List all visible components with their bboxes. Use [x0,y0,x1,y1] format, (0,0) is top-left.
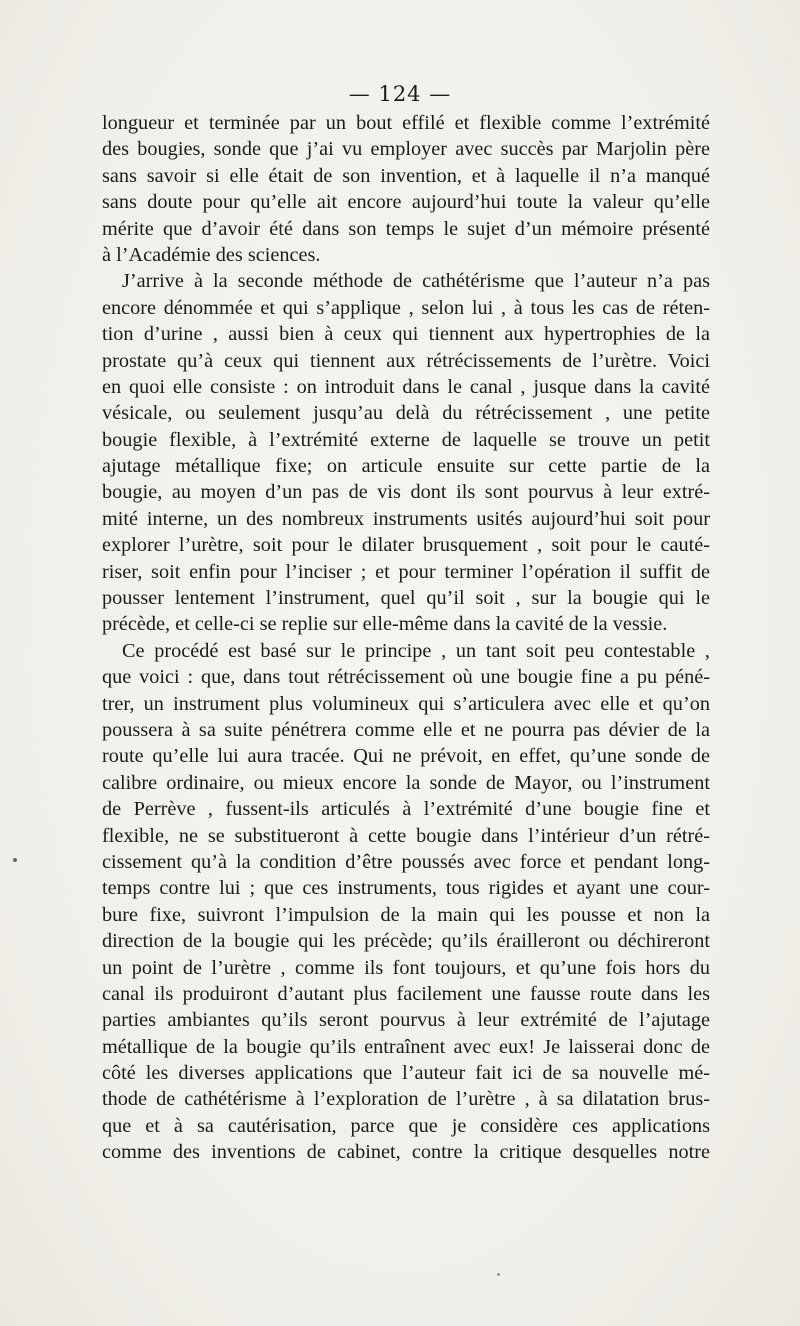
text-line: mité interne, un des nombreux instruments usités aujourd’hui soit pour [102,507,710,530]
body-text [102,110,710,1166]
text-line: prostate qu’à ceux qui tiennent aux rétrécissements de l’urètre. Voici [102,349,710,372]
text-line: mérite que d’avoir été dans son temps le sujet d’un mémoire présenté [102,217,710,240]
text-line: précède, et celle-ci se replie sur elle-même dans la cavité de la vessie. [102,613,668,636]
text-line: cissement qu’à la condition d’être poussés avec force et pendant long- [102,850,710,873]
text-line: que voici : que, dans tout rétrécissement où une bougie fine a pu péné- [102,666,710,689]
text-line: sans savoir si elle était de son invention, et à laquelle il n’a manqué [102,164,710,187]
text-line: temps contre lui ; que ces instruments, tous rigides et ayant une cour- [102,877,710,900]
text-line: métallique de la bougie qu’ils entraînent avec eux! Je laisserai donc de [102,1035,710,1058]
text-line: J’arrive à la seconde méthode de cathétérisme que l’auteur n’a pas [122,270,710,293]
paragraph [102,110,710,268]
text-line: tion d’urine , aussi bien à ceux qui tiennent aux hypertrophies de la [102,323,710,346]
text-line: longueur et terminée par un bout effilé et flexible comme l’extrémité [102,112,710,134]
text-line: encore dénommée et qui s’applique , selon lui , à tous les cas de réten- [102,296,710,319]
text-line: vésicale, ou seulement jusqu’au delà du rétrécissement , une petite [102,402,710,425]
text-line: poussera à sa suite pénétrera comme elle et ne pourra pas dévier de la [102,718,710,741]
text-line: trer, un instrument plus volumineux qui s’articulera avec elle et qu’on [102,692,710,715]
paper-speck [13,858,17,862]
text-line: calibre ordinaire, ou mieux encore la sonde de Mayor, ou l’instrument [102,771,710,794]
text-line: route qu’elle lui aura tracée. Qui ne prévoit, en effet, qu’une sonde de [102,745,710,768]
page-number: — 124 — [348,82,452,106]
text-line: flexible, ne se substitueront à cette bougie dans l’intérieur d’un rétré- [102,824,710,847]
text-line: canal ils produiront d’autant plus facilement une fausse route dans les [102,982,710,1005]
text-line: à l’Académie des sciences. [102,243,321,266]
text-line: bure fixe, suivront l’impulsion de la main qui les pousse et non la [102,903,710,926]
text-line: riser, soit enfin pour l’inciser ; et pour terminer l’opération il suffit de [102,560,710,583]
text-line: pousser lentement l’instrument, quel qu’il soit , sur la bougie qui le [102,587,710,610]
text-line: côté les diverses applications que l’auteur fait ici de sa nouvelle mé- [102,1062,710,1085]
paragraph [102,638,710,1166]
text-line: bougie, au moyen d’un pas de vis dont ils sont pourvus à leur extré- [102,481,710,504]
text-line: direction de la bougie qui les précède; qu’ils érailleront ou déchireront [102,930,710,953]
text-line: des bougies, sonde que j’ai vu employer avec succès par Marjolin père [102,138,710,161]
paragraph [102,268,710,637]
text-line: parties ambiantes qu’ils seront pourvus à leur extrémité de l’ajutage [102,1009,710,1032]
paper-speck [497,1273,500,1276]
text-line: bougie flexible, à l’extrémité externe de laquelle se trouve un petit [102,428,710,451]
text-line: que et à sa cautérisation, parce que je considère ces applications [102,1114,710,1137]
text-line: un point de l’urètre , comme ils font toujours, et qu’une fois hors du [102,956,710,979]
text-line: comme des inventions de cabinet, contre la critique desquelles notre [102,1141,710,1164]
text-line: en quoi elle consiste : on introduit dans le canal , jusque dans la cavité [102,375,710,398]
text-line: sans doute pour qu’elle ait encore aujourd’hui toute la valeur qu’elle [102,191,710,214]
text-line: de Perrève , fussent-ils articulés à l’extrémité d’une bougie fine et [102,798,710,821]
text-line: ajutage métallique fixe; on articule ensuite sur cette partie de la [102,455,710,478]
text-line: Ce procédé est basé sur le principe , un tant soit peu contestable , [122,639,710,662]
text-line: thode de cathétérisme à l’exploration de l’urètre , à sa dilatation brus- [102,1088,710,1111]
text-line: explorer l’urètre, soit pour le dilater brusquement , soit pour le cauté- [102,534,710,557]
